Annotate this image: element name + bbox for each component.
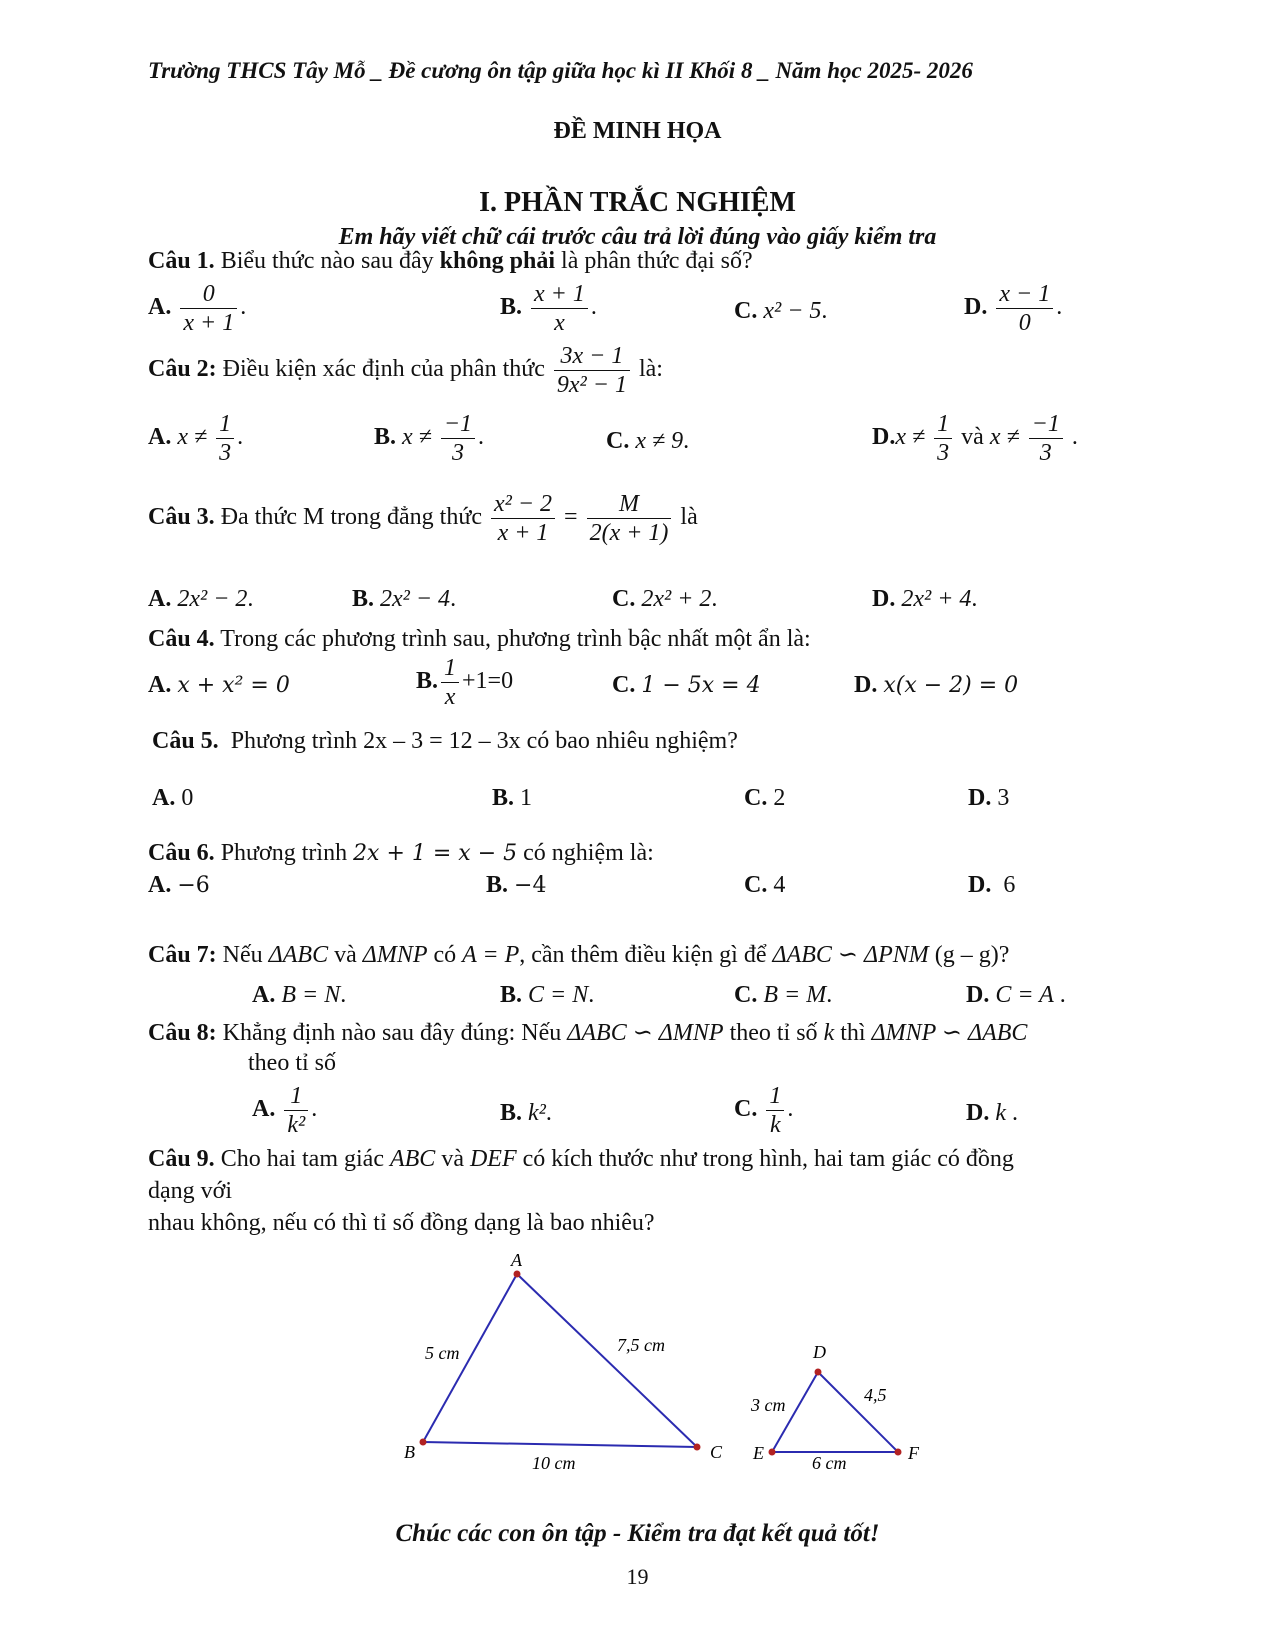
option-7b: B. C = N. (500, 982, 595, 1008)
point-a (514, 1271, 521, 1278)
option-8c: C. $\frac{1}{k}$ . (734, 1083, 794, 1138)
option-6d: D. 6 (968, 872, 1016, 898)
label-de: 3 cm (751, 1395, 786, 1415)
point-e (769, 1449, 776, 1456)
option-7d: D. C = A . (966, 982, 1066, 1008)
page-number: 19 (626, 1564, 649, 1589)
label-f: F (908, 1443, 919, 1463)
option-2d: D.x ≠ $\frac{1}{3}$ và x ≠ $\frac{-1}{3}$ . (872, 411, 1078, 466)
section-title: I. PHẦN TRẮC NGHIỆM (479, 187, 796, 218)
option-8a: A. $\frac{1}{\text{k²}}$ . (252, 1083, 318, 1138)
option-4a: A. x + x² = 0 (148, 672, 290, 698)
option-3d: D. 2x² + 4. (872, 586, 978, 612)
option-1b: B. $\frac{x + 1}{x}$ . (500, 281, 597, 336)
segment-bc (423, 1442, 697, 1447)
option-2a: A. x ≠ $\frac{1}{3}$ . (148, 411, 244, 466)
question-7: Câu 7: Nếu ΔABC và ΔMNP có A = P, cần thêm điều kiện gì để ΔABC ∽ ΔPNM (g – g)? (148, 942, 1010, 968)
option-7a: A. B = N. (252, 982, 347, 1008)
label-ac: 7,5 cm (617, 1335, 665, 1355)
option-4c: C. 1 − 5x = 4 (612, 672, 761, 698)
question-9-line3: nhau không, nếu có thì tỉ số đồng dạng là bao nhiêu? (148, 1210, 655, 1236)
label-b: B (404, 1442, 415, 1462)
question-3: Câu 3. Đa thức M trong đẳng thức $\frac{\text{x² − 2}}{x + 1}$ = $\frac{M}{2(x + 1)}$ là (148, 491, 698, 546)
option-3a: A. 2x² − 2. (148, 586, 254, 612)
label-a: A (511, 1250, 522, 1270)
question-2: Câu 2: Điều kiện xác định của phân thức $\frac{3x - 1}{\text{9x² − 1}}$ là: (148, 343, 663, 398)
point-c (694, 1444, 701, 1451)
question-9-line2: dạng với (148, 1178, 233, 1204)
label-c: C (710, 1442, 723, 1462)
option-2b: B. x ≠ $\frac{-1}{3}$ . (374, 411, 485, 466)
page-header: Trường THCS Tây Mỗ _ Đề cương ôn tập giữa học kì II Khối 8 _ Năm học 2025- 2026 (148, 58, 973, 83)
point-d (815, 1369, 822, 1376)
question-8-line2: theo tỉ số (248, 1050, 336, 1076)
question-8: Câu 8: Khẳng định nào sau đây đúng: Nếu ΔABC ∽ ΔMNP theo tỉ số k thì ΔMNP ∽ ΔABC (148, 1020, 1028, 1046)
option-7c: C. B = M. (734, 982, 833, 1008)
option-8b: B. k². (500, 1100, 552, 1126)
label-bc: 10 cm (532, 1453, 576, 1473)
doc-title: ĐỀ MINH HỌA (553, 118, 722, 144)
option-5b: B. 1 (492, 785, 533, 811)
option-6a: A. −6 (148, 872, 210, 898)
triangle-def (769, 1369, 902, 1456)
option-6c: C. 4 (744, 872, 786, 898)
option-1d: D. $\frac{x - 1}{0}$ . (964, 281, 1063, 336)
triangle-abc (420, 1271, 701, 1451)
option-2c: C. x ≠ 9. (606, 428, 690, 454)
point-f (895, 1449, 902, 1456)
point-b (420, 1439, 427, 1446)
instruction: Em hãy viết chữ cái trước câu trả lời đúng vào giấy kiểm tra (338, 224, 937, 250)
label-ab: 5 cm (425, 1343, 460, 1363)
label-e: E (753, 1443, 764, 1463)
option-6b: B. −4 (486, 872, 547, 898)
q-label: Câu 1. (148, 248, 215, 274)
question-4: Câu 4. Trong các phương trình sau, phương trình bậc nhất một ẩn là: (148, 626, 811, 652)
option-1c: C. x² − 5. (734, 298, 828, 324)
option-8d: D. k . (966, 1100, 1018, 1126)
label-ef: 6 cm (812, 1453, 847, 1473)
question-5: Câu 5. Phương trình 2x – 3 = 12 – 3x có bao nhiêu nghiệm? (152, 728, 738, 754)
option-4d: D. x(x − 2) = 0 (854, 672, 1019, 698)
option-5c: C. 2 (744, 785, 786, 811)
segment-ac (517, 1274, 697, 1447)
option-5d: D. 3 (968, 785, 1010, 811)
label-d: D (813, 1342, 826, 1362)
option-4b: B. $\frac{1}{x}$ +1=0 (416, 655, 514, 710)
option-5a: A. 0 (152, 785, 194, 811)
question-1: Câu 1. Biểu thức nào sau đây không phải là phân thức đại số? (148, 248, 753, 274)
option-1a: A. $\frac{0}{x + 1}$ . (148, 281, 247, 336)
option-3b: B. 2x² − 4. (352, 586, 457, 612)
question-6: Câu 6. Phương trình 2x + 1 = x − 5 có nghiệm là: (148, 840, 654, 866)
footer-message: Chúc các con ôn tập - Kiểm tra đạt kết quả tốt! (395, 1520, 880, 1547)
segment-df (818, 1372, 898, 1452)
question-9: Câu 9. Cho hai tam giác ABC và DEF có kích thước như trong hình, hai tam giác có đồng (148, 1146, 1014, 1172)
option-3c: C. 2x² + 2. (612, 586, 718, 612)
label-df: 4,5 (864, 1385, 887, 1405)
